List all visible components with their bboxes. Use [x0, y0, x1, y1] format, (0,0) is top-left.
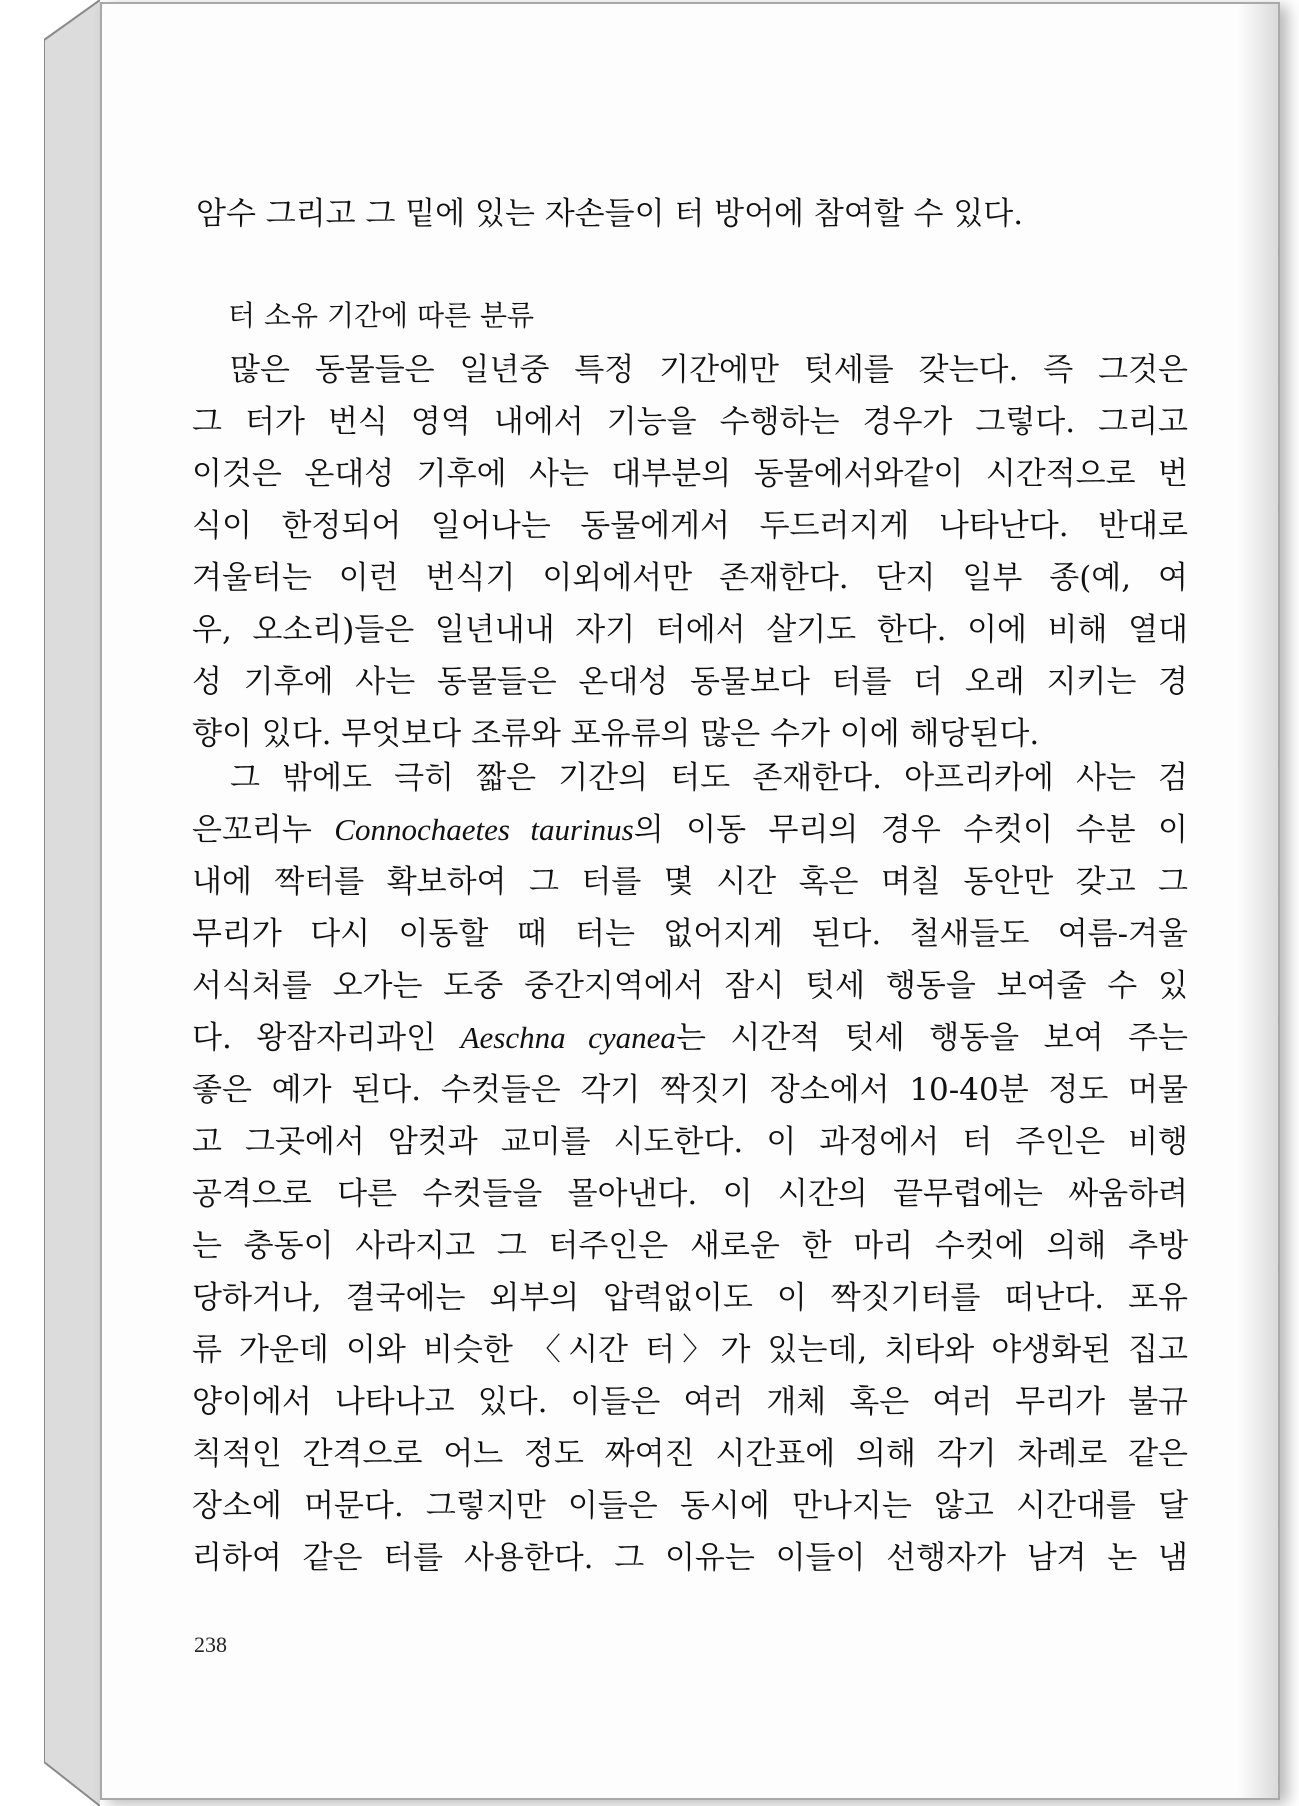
section-heading: 터 소유 기간에 따른 분류	[228, 299, 535, 332]
paragraph-line: 우, 오소리)들은 일년내내 자기 터에서 살기도 한다. 이에 비해 열대	[192, 612, 1188, 648]
paragraph-line: 고 그곳에서 암컷과 교미를 시도한다. 이 과정에서 터 주인은 비행	[192, 1124, 1188, 1160]
paragraph-line: 내에 짝터를 확보하여 그 터를 몇 시간 혹은 며칠 동안만 갖고 그	[192, 864, 1188, 900]
paragraph-line: 양이에서 나타나고 있다. 이들은 여러 개체 혹은 여러 무리가 불규	[192, 1384, 1188, 1420]
paragraph-line: 는 충동이 사라지고 그 터주인은 새로운 한 마리 수컷에 의해 추방	[192, 1228, 1188, 1264]
paragraph-line: 많은 동물들은 일년중 특정 기간에만 텃세를 갖는다. 즉 그것은	[230, 352, 1188, 388]
paragraph-line: 칙적인 간격으로 어느 정도 짜여진 시간표에 의해 각기 차례로 같은	[192, 1436, 1188, 1472]
paragraph-line: 이것은 온대성 기후에 사는 대부분의 동물에서와같이 시간적으로 번	[192, 456, 1188, 492]
paragraph-1	[192, 344, 1188, 760]
paragraph-line: 좋은 예가 된다. 수컷들은 각기 짝짓기 장소에서 10-40분 정도 머물	[192, 1072, 1188, 1108]
paragraph-line: 무리가 다시 이동할 때 터는 없어지게 된다. 철새들도 여름-겨울	[192, 916, 1188, 952]
paragraph-line: 식이 한정되어 일어나는 동물에게서 두드러지게 나타난다. 반대로	[192, 508, 1188, 544]
paragraph-line: 류 가운데 이와 비슷한 〈시간 터〉가 있는데, 치타와 야생화된 집고	[192, 1332, 1188, 1368]
paragraph-line: 서식처를 오가는 도중 중간지역에서 잠시 텃세 행동을 보여줄 수 있	[192, 968, 1188, 1004]
paragraph-line: 당하거나, 결국에는 외부의 압력없이도 이 짝짓기터를 떠난다. 포유	[192, 1280, 1188, 1316]
paragraph-line: 은꼬리누 Connochaetes taurinus의 이동 무리의 경우 수컷이 수분 이	[192, 812, 1188, 848]
paragraph-line: 다. 왕잠자리과인 Aeschna cyanea는 시간적 텃세 행동을 보여 주는	[192, 1020, 1188, 1056]
paragraph-line: 리하여 같은 터를 사용한다. 그 이유는 이들이 선행자가 남겨 논 냄	[192, 1540, 1188, 1576]
paragraph-line: 그 밖에도 극히 짧은 기간의 터도 존재한다. 아프리카에 사는 검	[230, 760, 1188, 796]
scientific-name: Aeschna cyanea	[460, 1020, 676, 1055]
paragraph-line: 성 기후에 사는 동물들은 온대성 동물보다 터를 더 오래 지키는 경	[192, 664, 1188, 700]
book-spine	[44, 0, 100, 1806]
intro-line: 암수 그리고 그 밑에 있는 자손들이 터 방어에 참여할 수 있다.	[196, 196, 1024, 232]
paragraph-line: 향이 있다. 무엇보다 조류와 포유류의 많은 수가 이에 해당된다.	[192, 716, 1040, 752]
paragraph-line: 장소에 머문다. 그렇지만 이들은 동시에 만나지는 않고 시간대를 달	[192, 1488, 1188, 1524]
page-number: 238	[194, 1632, 227, 1657]
paragraph-line: 겨울터는 이런 번식기 이외에서만 존재한다. 단지 일부 종(예, 여	[192, 560, 1188, 596]
scientific-name: Connochaetes taurinus	[334, 812, 634, 847]
paragraph-line: 그 터가 번식 영역 내에서 기능을 수행하는 경우가 그렇다. 그리고	[192, 404, 1188, 440]
paragraph-line: 공격으로 다른 수컷들을 몰아낸다. 이 시간의 끝무렵에는 싸움하려	[192, 1176, 1188, 1212]
paragraph-2	[192, 752, 1188, 1584]
page-edge-shade	[1238, 4, 1278, 1798]
